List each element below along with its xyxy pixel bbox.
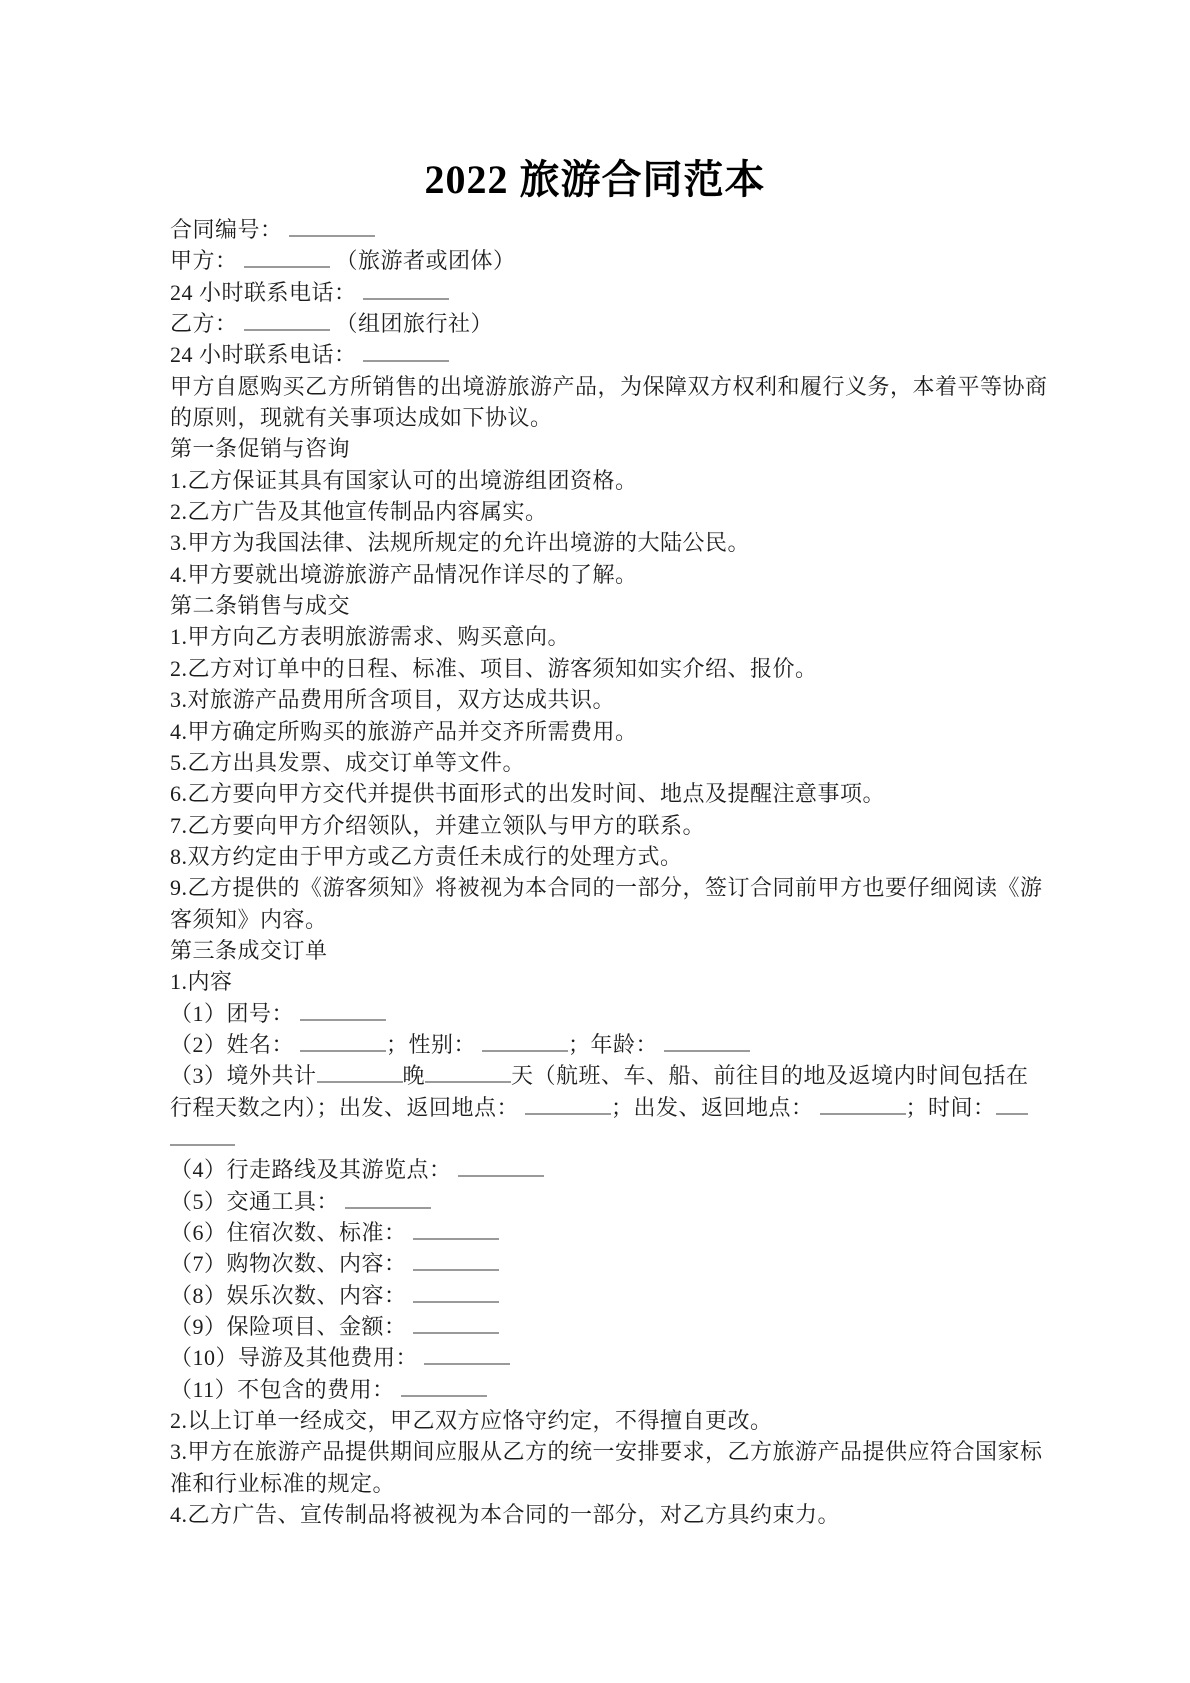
doc-line: 第三条成交订单 bbox=[170, 937, 328, 963]
blank-underline bbox=[300, 1018, 386, 1021]
blank-underline bbox=[820, 1112, 906, 1115]
doc-line: （7）购物次数、内容： bbox=[170, 1248, 1022, 1279]
doc-line: 第二条销售与成交 bbox=[170, 593, 351, 619]
doc-line: （3）境外共计 晚 天（航班、车、船、前往目的地及返境内时间包括在 bbox=[170, 1063, 1029, 1089]
blank-underline bbox=[345, 1206, 431, 1209]
blank-underline bbox=[664, 1049, 750, 1052]
blank-underline bbox=[300, 1049, 386, 1052]
doc-line: 客须知》内容。 bbox=[170, 906, 328, 932]
doc-line: 24 小时联系电话： bbox=[170, 339, 1022, 370]
doc-line: （9）保险项目、金额： bbox=[170, 1311, 1022, 1342]
blank-underline bbox=[525, 1112, 611, 1115]
blank-underline bbox=[317, 1080, 403, 1083]
doc-line: 1.甲方向乙方表明旅游需求、购买意向。 bbox=[170, 624, 571, 650]
blank-underline bbox=[413, 1268, 499, 1271]
doc-line: 3.甲方在旅游产品提供期间应服从乙方的统一安排要求，乙方旅游产品提供应符合国家标 bbox=[170, 1439, 1043, 1465]
doc-line: 1.乙方保证其具有国家认可的出境游组团资格。 bbox=[170, 467, 638, 493]
doc-line: （6）住宿次数、标准： bbox=[170, 1217, 1022, 1248]
doc-line: 合同编号： bbox=[170, 214, 1022, 245]
doc-line: 4.甲方要就出境游旅游产品情况作详尽的了解。 bbox=[170, 561, 638, 587]
doc-line: 第一条促销与咨询 bbox=[170, 436, 351, 462]
doc-line: 乙方： （组团旅行社） bbox=[170, 311, 494, 337]
doc-line: 6.乙方要向甲方交代并提供书面形式的出发时间、地点及提醒注意事项。 bbox=[170, 781, 886, 807]
blank-underline bbox=[413, 1237, 499, 1240]
doc-line: 行程天数之内）；出发、返回地点： ；出发、返回地点： ；时间： bbox=[170, 1092, 1022, 1123]
blank-underline bbox=[401, 1394, 487, 1397]
doc-line: 的原则，现就有关事项达成如下协议。 bbox=[170, 405, 553, 431]
blank-underline bbox=[363, 297, 449, 300]
doc-line: 8.双方约定由于甲方或乙方责任未成行的处理方式。 bbox=[170, 843, 683, 869]
doc-line: 甲方： （旅游者或团体） bbox=[170, 248, 516, 274]
blank-underline bbox=[244, 328, 330, 331]
doc-line: 2.乙方对订单中的日程、标准、项目、游客须知如实介绍、报价。 bbox=[170, 655, 818, 681]
blank-underline bbox=[244, 265, 330, 268]
doc-line: 4.甲方确定所购买的旅游产品并交齐所需费用。 bbox=[170, 718, 638, 744]
doc-line: 甲方自愿购买乙方所销售的出境游旅游产品，为保障双方权利和履行义务，本着平等协商 bbox=[170, 373, 1048, 399]
blank-underline bbox=[413, 1300, 499, 1303]
blank-underline bbox=[425, 1080, 511, 1083]
doc-line: 24 小时联系电话： bbox=[170, 277, 1022, 308]
doc-line: （11）不包含的费用： bbox=[170, 1374, 1022, 1405]
blank-underline bbox=[424, 1362, 510, 1365]
blank-underline bbox=[458, 1174, 544, 1177]
doc-line: （5）交通工具： bbox=[170, 1186, 1022, 1217]
doc-line: 9.乙方提供的《游客须知》将被视为本合同的一部分，签订合同前甲方也要仔细阅读《游 bbox=[170, 875, 1043, 901]
document-body bbox=[170, 214, 1048, 1530]
blank-underline bbox=[482, 1049, 568, 1052]
doc-line: （8）娱乐次数、内容： bbox=[170, 1280, 1022, 1311]
blank-underline bbox=[170, 1143, 235, 1146]
doc-line: 1.内容 bbox=[170, 969, 233, 995]
doc-line: 5.乙方出具发票、成交订单等文件。 bbox=[170, 749, 526, 775]
doc-line: 2.乙方广告及其他宣传制品内容属实。 bbox=[170, 499, 548, 525]
doc-line bbox=[170, 1123, 1022, 1154]
doc-line: （4）行走路线及其游览点： bbox=[170, 1154, 1022, 1185]
doc-line: 4.乙方广告、宣传制品将被视为本合同的一部分，对乙方具约束力。 bbox=[170, 1502, 841, 1528]
document-title: 2022 旅游合同范本 bbox=[424, 157, 766, 202]
doc-line: 3.对旅游产品费用所含项目，双方达成共识。 bbox=[170, 687, 616, 713]
blank-underline bbox=[413, 1331, 499, 1334]
doc-line: 7.乙方要向甲方介绍领队，并建立领队与甲方的联系。 bbox=[170, 812, 706, 838]
doc-line: 2.以上订单一经成交，甲乙双方应恪守约定，不得擅自更改。 bbox=[170, 1408, 773, 1434]
doc-line: （2）姓名： ；性别： ；年龄： bbox=[170, 1029, 1022, 1060]
blank-underline bbox=[996, 1112, 1028, 1115]
doc-line: 3.甲方为我国法律、法规所规定的允许出境游的大陆公民。 bbox=[170, 530, 751, 556]
doc-line: （10）导游及其他费用： bbox=[170, 1342, 1022, 1373]
blank-underline bbox=[289, 234, 375, 237]
doc-line: 准和行业标准的规定。 bbox=[170, 1470, 396, 1496]
blank-underline bbox=[363, 359, 449, 362]
doc-line: （1）团号： bbox=[170, 998, 1022, 1029]
